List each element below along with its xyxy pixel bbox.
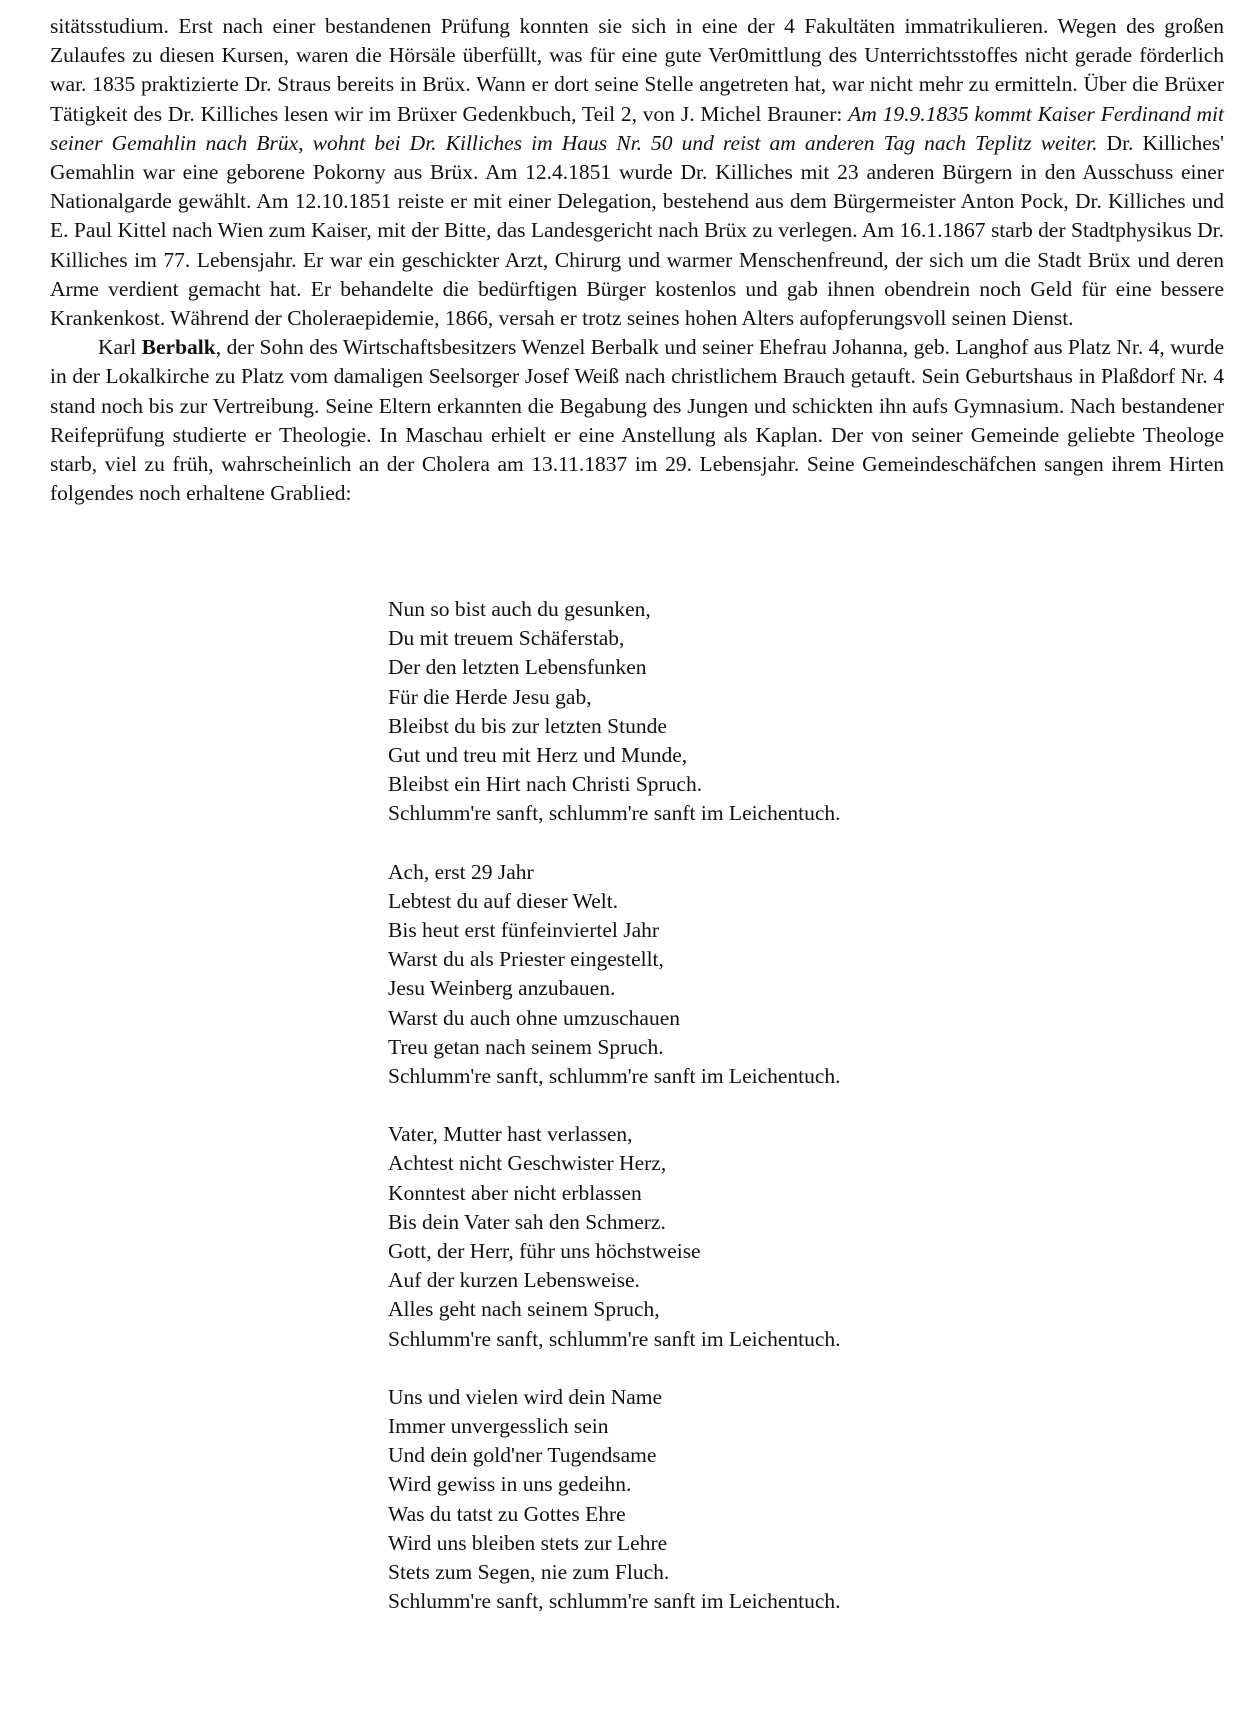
stanza — [388, 595, 841, 829]
stanza — [388, 1120, 841, 1354]
verse-line: Vater, Mutter hast verlassen, — [388, 1122, 633, 1147]
verse-line: Warst du als Priester eingestellt, — [388, 947, 664, 972]
verse-line: Achtest nicht Geschwister Herz, — [388, 1151, 667, 1176]
name-bold: Berbalk — [141, 335, 216, 360]
verse-line: Wird uns bleiben stets zur Lehre — [388, 1530, 668, 1555]
paragraph-berbalk — [50, 333, 1224, 508]
verse-line: Bleibst ein Hirt nach Christi Spruch. — [388, 772, 703, 797]
paragraph-killiches — [50, 12, 1224, 333]
verse-line: Wird gewiss in uns gedeihn. — [388, 1472, 632, 1497]
verse-line: Gut und treu mit Herz und Munde, — [388, 743, 688, 768]
verse-line: Treu getan nach seinem Spruch. — [388, 1034, 664, 1059]
stanza — [388, 1383, 841, 1617]
paragraph-text: Karl — [98, 335, 142, 360]
quote-italic: Am 19.9.1835 kommt Kaiser Ferdinand mit seiner Gemahlin nach Brüx, wohnt bei Dr. Killiches im Haus Nr. 50 und reist am anderen Tag nach Teplitz weiter. — [50, 101, 1224, 155]
verse-line: Alles geht nach seinem Spruch, — [388, 1297, 660, 1322]
paragraph-text: sitätsstudium. Erst nach einer bestandenen Prüfung konnten sie sich in eine der 4 Fakultäten immatrikulieren. Wegen des großen Zulaufes zu diesen Kursen, waren die Hörsäle überfüllt, was für eine gute Ver0mittlung des Unterrichtsstoffes nicht gerade förderlich war. 1835 praktizierte Dr. Straus bereits in Brüx. Wann er dort seine Stelle angetreten hat, war nicht mehr zu ermitteln. Über die Brüxer Tätigkeit des Dr. Killiches lesen wir im Brüxer Gedenkbuch, Teil 2, von J. Michel Brauner: — [50, 14, 1224, 126]
grave-song — [388, 595, 841, 1646]
verse-line: Du mit treuem Schäferstab, — [388, 626, 625, 651]
verse-line: Bleibst du bis zur letzten Stunde — [388, 713, 667, 738]
verse-line: Gott, der Herr, führ uns höchstweise — [388, 1239, 701, 1264]
verse-line: Ach, erst 29 Jahr — [388, 859, 534, 884]
verse-line: Und dein gold'ner Tugendsame — [388, 1443, 657, 1468]
verse-line: Schlumm're sanft, schlumm're sanft im Leichentuch. — [388, 1326, 841, 1351]
verse-line: Was du tatst zu Gottes Ehre — [388, 1501, 626, 1526]
verse-line: Uns und vielen wird dein Name — [388, 1384, 663, 1409]
verse-line: Jesu Weinberg anzubauen. — [388, 976, 616, 1001]
verse-line: Nun so bist auch du gesunken, — [388, 597, 651, 621]
verse-line: Stets zum Segen, nie zum Fluch. — [388, 1560, 670, 1585]
verse-line: Der den letzten Lebensfunken — [388, 655, 647, 680]
verse-line: Bis dein Vater sah den Schmerz. — [388, 1209, 666, 1234]
verse-line: Konntest aber nicht erblassen — [388, 1180, 642, 1205]
verse-line: Immer unvergesslich sein — [388, 1414, 609, 1439]
verse-line: Schlumm're sanft, schlumm're sanft im Leichentuch. — [388, 1589, 841, 1614]
verse-line: Warst du auch ohne umzuschauen — [388, 1005, 681, 1030]
verse-line: Schlumm're sanft, schlumm're sanft im Leichentuch. — [388, 1064, 841, 1089]
verse-line: Für die Herde Jesu gab, — [388, 684, 592, 709]
verse-line: Bis heut erst fünfeinviertel Jahr — [388, 918, 660, 943]
verse-line: Schlumm're sanft, schlumm're sanft im Leichentuch. — [388, 801, 841, 826]
paragraph-text: , der Sohn des Wirtschaftsbesitzers Wenzel Berbalk und seiner Ehefrau Johanna, geb. Langhof aus Platz Nr. 4, wurde in der Lokalkirche zu Platz vom damaligen Seelsorger Josef Weiß nach christlichem Brauch getauft. Sein Geburtshaus in Plaßdorf Nr. 4 stand noch bis zur Vertreibung. Seine Eltern erkannten die Begabung des Jungen und schickten ihn aufs Gymnasium. Nach bestandener Reifeprüfung studierte er Theologie. In Maschau erhielt er eine Anstellung als Kaplan. Der von seiner Gemeinde geliebte Theologe starb, viel zu früh, wahrscheinlich an der Cholera am 13.11.1837 im 29. Lebensjahr. Seine Gemeindeschäfchen sangen ihrem Hirten folgendes noch erhaltene Grablied: — [50, 335, 1224, 506]
body-text — [50, 12, 1224, 508]
paragraph-text: Dr. Killiches' Gemahlin war eine geborene Pokorny aus Brüx. Am 12.4.1851 wurde Dr. Killiches mit 23 anderen Bürgern in den Ausschuss einer Nationalgarde gewählt. Am 12.10.1851 reiste er mit einer Delegation, bestehend aus dem Bürgermeister Anton Pock, Dr. Killiches und E. Paul Kittel nach Wien zum Kaiser, mit der Bitte, das Landesgericht nach Brüx zu verlegen. Am 16.1.1867 starb der Stadtphysikus Dr. Killiches im 77. Lebensjahr. Er war ein geschickter Arzt, Chirurg und warmer Menschenfreund, der sich um die Stadt Brüx und deren Arme verdient gemacht hat. Er behandelte die bedürftigen Bürger kostenlos und gab ihnen obendrein noch Geld für eine bessere Krankenkost. Während der Choleraepidemie, 1866, versah er trotz seines hohen Alters aufopferungsvoll seinen Dienst. — [50, 130, 1225, 331]
stanza — [388, 858, 841, 1092]
verse-line: Lebtest du auf dieser Welt. — [388, 888, 619, 913]
verse-line: Auf der kurzen Lebensweise. — [388, 1268, 640, 1293]
